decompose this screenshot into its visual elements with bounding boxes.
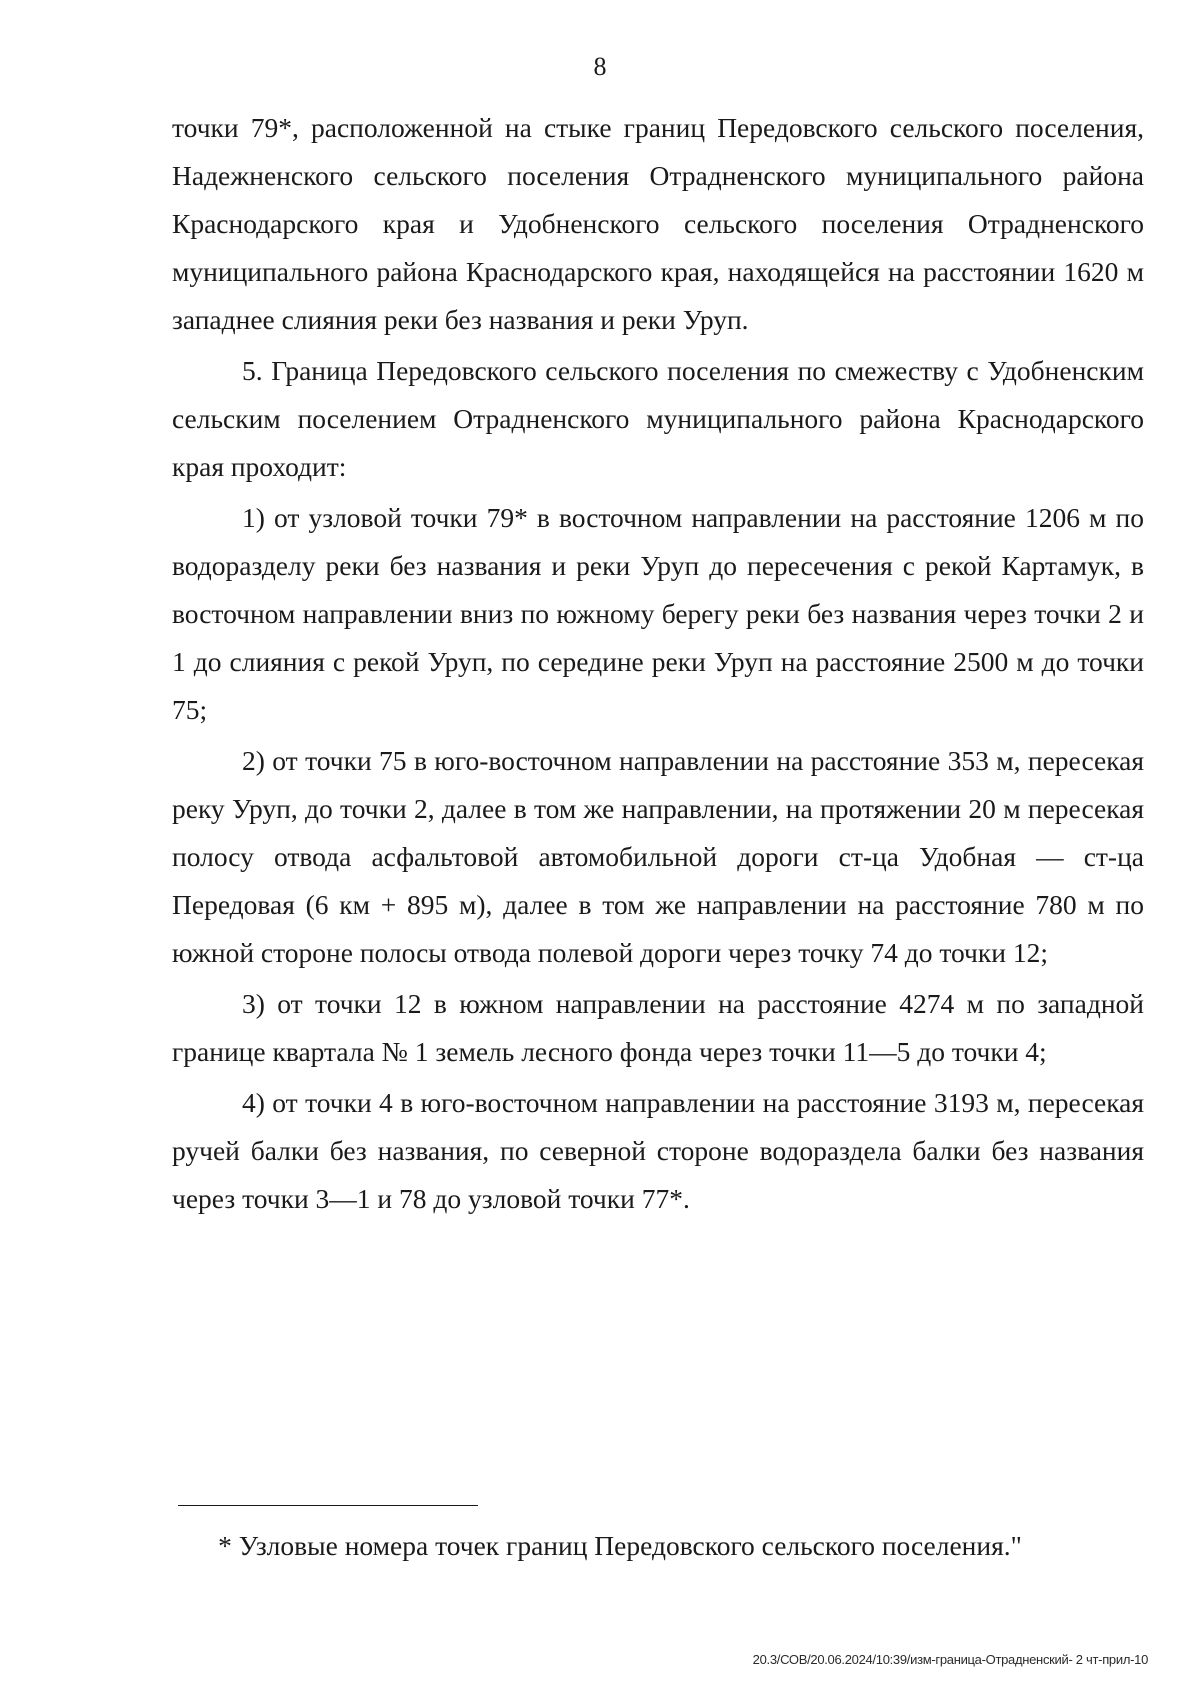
- registry-stamp: 20.3/СОВ/20.06.2024/10:39/изм-граница-Отрадненский- 2 чт-прил-10: [752, 1652, 1148, 1667]
- paragraph-item-1: 1) от узловой точки 79* в восточном направлении на расстояние 1206 м по водоразделу реки без названия и реки Уруп до пересечения с рекой Картамук, в восточном направлении вниз по южному берегу реки без названия через точки 2 и 1 до слияния с рекой Уруп, по середине реки Уруп на расстояние 2500 м до точки 75;: [172, 502, 1144, 725]
- footnote: * Узловые номера точек границ Передовского сельского поселения.": [218, 1530, 1022, 1561]
- paragraph-section-5: 5. Граница Передовского сельского поселения по смежеству с Удобненским сельским поселением Отрадненского муниципального района Краснодарского края проходит:: [172, 355, 1144, 482]
- footnote-separator: [178, 1505, 478, 1506]
- paragraph-continuation: точки 79*, расположенной на стыке границ Передовского сельского поселения, Надежненского сельского поселения Отрадненского муниципального района Краснодарского края и Удобненского сельского поселения Отрадненского муниципального района Краснодарского края, находящейся на расстоянии 1620 м западнее слияния реки без названия и реки Уруп.: [172, 112, 1144, 335]
- page-number: 8: [593, 52, 607, 81]
- paragraph-item-3: 3) от точки 12 в южном направлении на расстояние 4274 м по западной границе квартала № 1 земель лесного фонда через точки 11—5 до точки 4;: [172, 988, 1144, 1067]
- body-text: [172, 104, 1144, 1226]
- paragraph-item-4: 4) от точки 4 в юго-восточном направлении на расстояние 3193 м, пересекая ручей балки без названия, по северной стороне водораздела балки без названия через точки 3—1 и 78 до узловой точки 77*.: [172, 1087, 1144, 1214]
- paragraph-item-2: 2) от точки 75 в юго-восточном направлении на расстояние 353 м, пересекая реку Уруп, до точки 2, далее в том же направлении, на протяжении 20 м пересекая полосу отвода асфальтовой автомобильной дороги ст-ца Удобная — ст-ца Передовая (6 км + 895 м), далее в том же направлении на расстояние 780 м по южной стороне полосы отвода полевой дороги через точку 74 до точки 12;: [172, 745, 1144, 968]
